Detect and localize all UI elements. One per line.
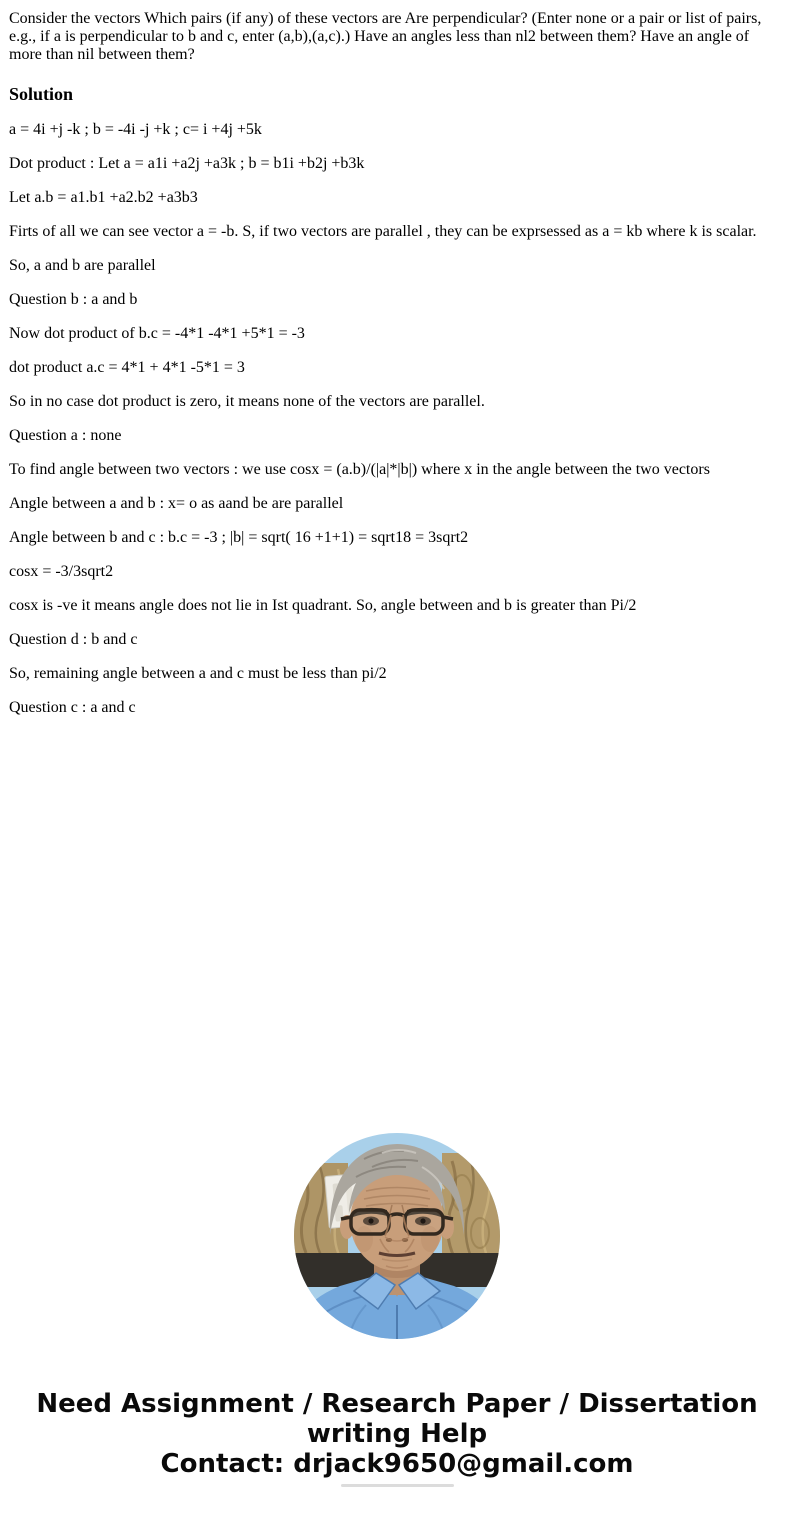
solution-line: Firts of all we can see vector a = -b. S, if two vectors are parallel , they can be exprsessed as a = kb where k is scalar. xyxy=(9,223,757,240)
solution-body xyxy=(9,121,785,717)
instructor-photo-container xyxy=(9,1133,785,1339)
solution-line: cosx is -ve it means angle does not lie in Ist quadrant. So, angle between and b is greater than Pi/2 xyxy=(9,597,637,614)
footer-heading-line: writing Help xyxy=(306,1419,488,1449)
advertisement-footer xyxy=(9,1389,785,1487)
solution-line: Angle between a and b : x= o as aand be are parallel xyxy=(9,495,344,512)
question-text: Consider the vectors Which pairs (if any) of these vectors are Are perpendicular? (Enter none or a pair or list of pairs, e.g., if a is perpendicular to b and c, enter (a,b),(a,c).) Have an angles less than nl2 between them? Have an angle of more than nil between them? xyxy=(9,10,762,63)
solution-line: Now dot product of b.c = -4*1 -4*1 +5*1 = -3 xyxy=(9,325,305,342)
solution-line: a = 4i +j -k ; b = -4i -j +k ; c= i +4j +5k xyxy=(9,121,262,138)
instructor-photo xyxy=(294,1133,500,1339)
solution-line: So in no case dot product is zero, it means none of the vectors are parallel. xyxy=(9,393,485,410)
solution-line: Question c : a and c xyxy=(9,699,136,716)
divider-line xyxy=(341,1484,454,1487)
solution-line: Dot product : Let a = a1i +a2j +a3k ; b = b1i +b2j +b3k xyxy=(9,155,365,172)
solution-line: Let a.b = a1.b1 +a2.b2 +a3b3 xyxy=(9,189,198,206)
solution-line: To find angle between two vectors : we use cosx = (a.b)/(|a|*|b|) where x in the angle between the two vectors xyxy=(9,461,710,478)
solution-line: Angle between b and c : b.c = -3 ; |b| = sqrt( 16 +1+1) = sqrt18 = 3sqrt2 xyxy=(9,529,469,546)
solution-line: Question d : b and c xyxy=(9,631,138,648)
solution-line: Question a : none xyxy=(9,427,122,444)
solution-line: cosx = -3/3sqrt2 xyxy=(9,563,114,580)
solution-line: So, remaining angle between a and c must be less than pi/2 xyxy=(9,665,387,682)
solution-line: So, a and b are parallel xyxy=(9,257,156,274)
solution-line: dot product a.c = 4*1 + 4*1 -5*1 = 3 xyxy=(9,359,245,376)
solution-heading: Solution xyxy=(9,84,74,104)
solution-line: Question b : a and b xyxy=(9,291,138,308)
footer-heading-line: Need Assignment / Research Paper / Dissertation xyxy=(36,1389,758,1419)
contact-line: Contact: drjack9650@gmail.com xyxy=(160,1449,634,1479)
